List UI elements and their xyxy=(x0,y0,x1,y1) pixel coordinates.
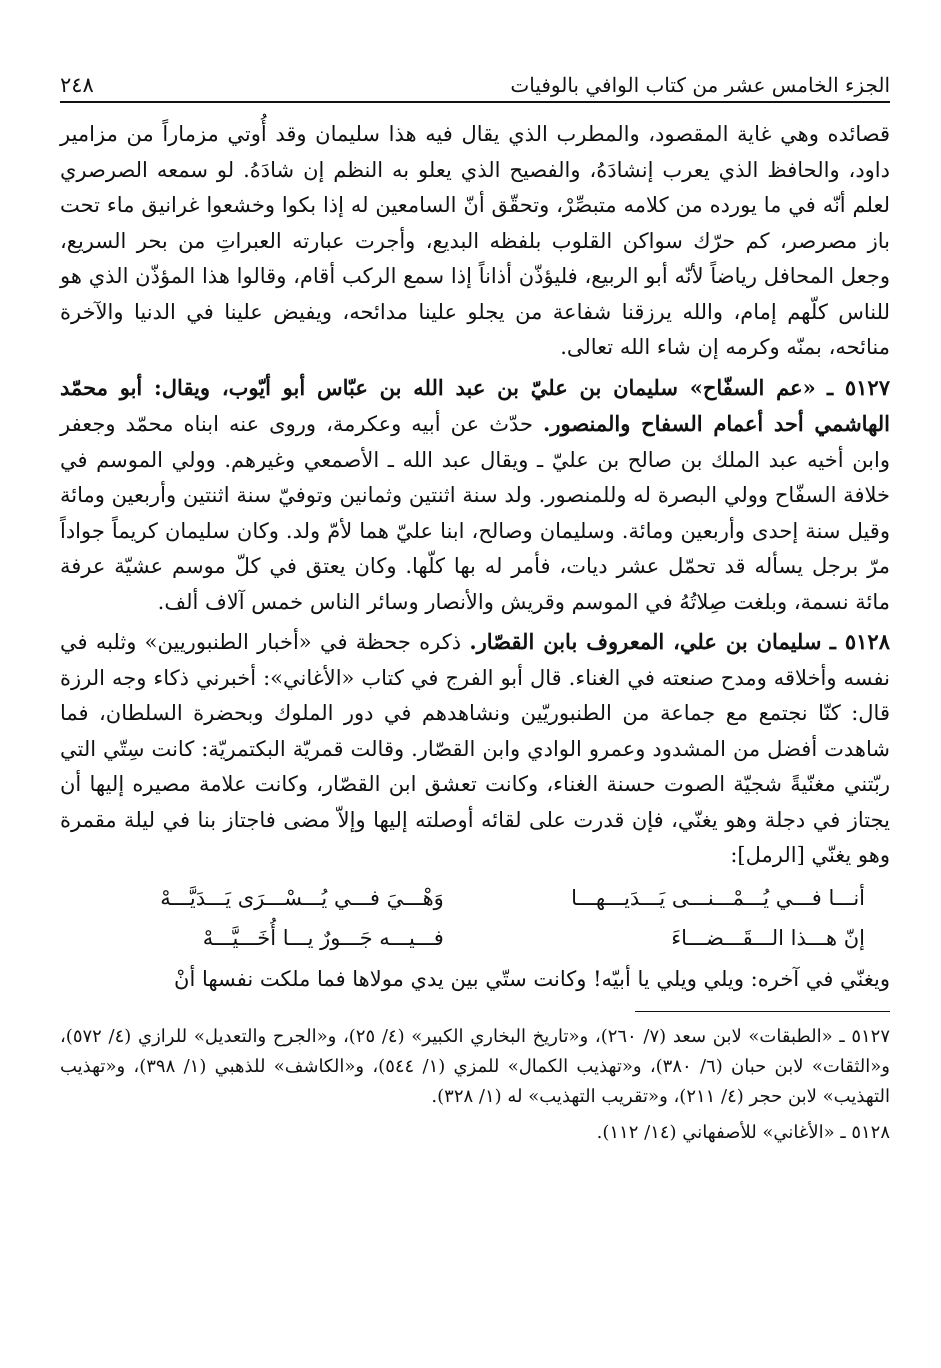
entry-title: سليمان بن علي، المعروف بابن القصّار. xyxy=(469,629,822,654)
entry-5127 xyxy=(60,370,890,621)
book-page xyxy=(60,55,890,1355)
verse-first-hemistich: أنـــا فـــي يُـــمْـــنـــى يَـــدَيـــهـــا xyxy=(571,885,865,910)
entry-number: ٥١٢٧ ـ xyxy=(826,374,890,400)
footnote: ٥١٢٧ ـ «الطبقات» لابن سعد (٧/ ٢٦٠)، و«تاريخ البخاري الكبير» (٤/ ٢٥)، و«الجرح والتعديل» للرازي (٤/ ٥٧٢)، و«الثقات» لابن حبان (٦/ ٣٨٠)، و«تهذيب الكمال» للمزي (١/ ٥٤٤)، و«الكاشف» للذهبي (١/ ٣٩٨)، و«تهذيب التهذيب» لابن حجر (٤/ ٢١١)، و«تقريب التهذيب» له (١/ ٣٢٨). xyxy=(60,1026,890,1107)
verse-second-hemistich: وَهْـــيَ فـــي يُـــسْـــرَى يَـــدَيَّـــهْ xyxy=(160,885,444,910)
page-number: ٢٤٨ xyxy=(60,73,94,97)
verse-first-hemistich: إنّ هـــذا الـــقَـــضـــاءَ xyxy=(671,925,865,950)
running-header xyxy=(60,55,890,103)
main-text xyxy=(60,117,890,997)
verse-second-hemistich: فـــيـــه جَـــورٌ يـــا أُخَـــيَّـــهْ xyxy=(202,925,444,950)
poem-verse xyxy=(60,878,890,918)
entry-text: ذكره جحظة في «أخبار الطنبوريين» وثلبه في نفسه وأخلاقه ومدح صنعته في الغناء. قال أبو الفرج في كتاب «الأغاني»: أخبرني ذكاء وجه الرزة قال: كنّا نجتمع مع جماعة من الطنبوريّين ونشاهدهم في دور الملوك وبحضرة السلطان، فما شاهدت أفضل من المشدود وعمرو الوادي وابن القصّار. وقالت قمريّة البكتمريّة: كانت سِتّي التي ربّتني مغنّيةً شجيّة الصوت حسنة الغناء، وكانت تعشق ابن القصّار، وكانت علامة مصيره إليها أن يجتاز في دجلة وهو يغنّي، فإن قدرت على لقائه أوصلته إليها وإلاّ مضى فاجتاز بنا في ليلة مقمرة وهو يغنّي [الرمل]: xyxy=(60,630,890,867)
entry-text: حدّث عن أبيه وعكرمة، وروى عنه ابناه محمّد وجعفر وابن أخيه عبد الملك بن صالح بن عليّ ـ ويقال عبد الله ـ الأصمعي وغيرهم. وولي الموسم في خلافة السفّاح وولي البصرة له وللمنصور. ولد سنة اثنتين وثمانين وتوفيّ سنة اثنتين وأربعين ومائة وقيل سنة إحدى وأربعين ومائة. وسليمان وصالح، ابنا عليّ هما لأمّ ولد. وكان سليمان كريماً جواداً مرّ برجل يسأله قد تحمّل عشر ديات، فأمر له بها كلّها. وكان يعتق في كلّ موسم عشيّة عرفة مائة نسمة، وبلغت صِلاتُهُ في الموسم وقريش والأنصار وسائر الناس خمس آلاف ألف. xyxy=(60,412,890,614)
footnotes xyxy=(60,1022,890,1148)
footnote-separator xyxy=(635,1011,890,1012)
poem xyxy=(60,878,890,958)
entry-5128 xyxy=(60,624,890,874)
footnote: ٥١٢٨ ـ «الأغاني» للأصفهاني (١٤/ ١١٢). xyxy=(596,1122,890,1143)
continuation-text: ويغنّي في آخره: ويلي ويلي يا أبيّه! وكانت ستّي بين يدي مولاها فما ملكت نفسها أنْ xyxy=(174,966,890,991)
intro-paragraph: قصائده وهي غاية المقصود، والمطرب الذي يقال فيه هذا سليمان وقد أُوتي مزماراً من مزامير داود، والحافظ الذي يعرب إنشادَهُ، والفصيح الذي يعلو به النظم إن شادَهُ. لو سمعه الصرصري لعلم أنّه في ما يورده من كلامه متبصِّرْ، وتحقّق أنّ السامعين له إذا بكوا وخشعوا غرانيق ماء تحت باز مصرصر، كم حرّك سواكن القلوب بلفظه البديع، وأجرت عبارته العبراتِ من بحر السريع، وجعل المحافل رياضاً لأنّه أبو الربيع، فليؤذّن أذاناً إذا سمع الركب أقام، وقالوا هذا المؤذّن الذي هو للناس كلّهم إمام، والله يرزقنا شفاعة من يجلو علينا مدائحه، ويفيض علينا في الدنيا والآخرة منائحه، بمنّه وكرمه إن شاء الله تعالى. xyxy=(60,122,890,359)
running-title: الجزء الخامس عشر من كتاب الوافي بالوفيات xyxy=(510,73,890,97)
entry-number: ٥١٢٨ ـ xyxy=(829,629,890,654)
entry-title: «عم السفّاح» سليمان بن عليّ بن عبد الله بن عبّاس أبو أيّوب، ويقال: أبو محمّد الهاشمي أحد أعمام السفاح والمنصور. xyxy=(60,374,890,436)
poem-verse xyxy=(60,918,890,958)
